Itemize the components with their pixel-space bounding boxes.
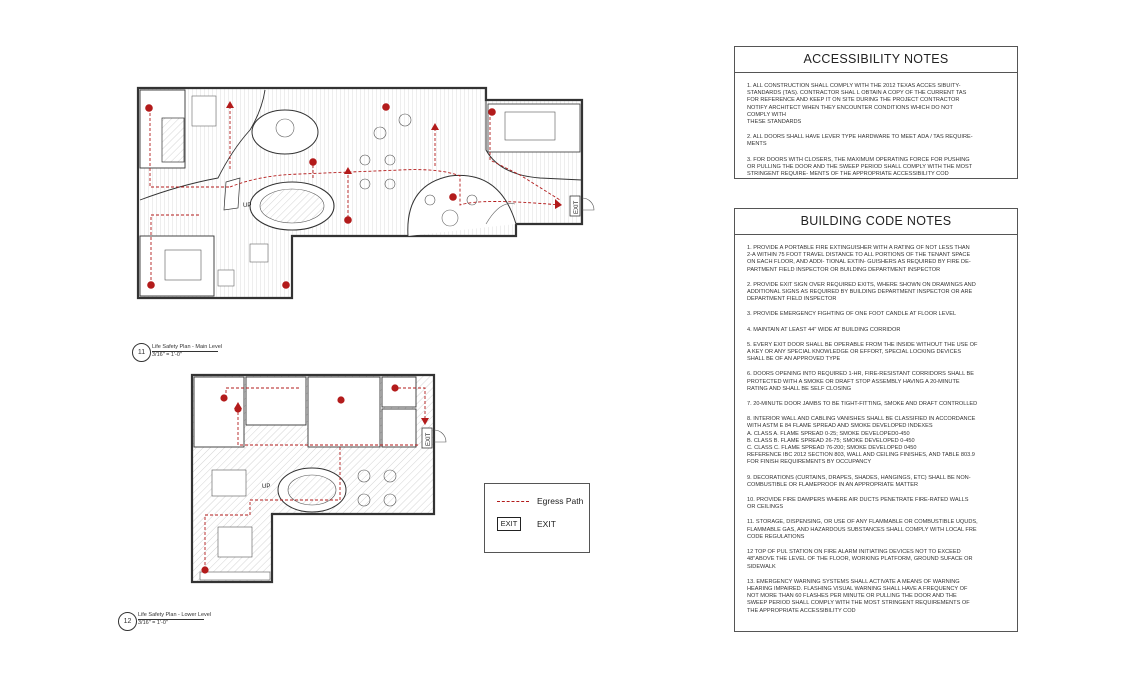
note-line: FLAMMABLE GAS, AND HAZARDOUS SUBSTANCES SHALL COMPLY WITH LOCAL FRE bbox=[747, 526, 977, 533]
lower-plan-scale: 3/16" = 1'-0" bbox=[138, 620, 168, 626]
note-line: SHALL BE OF AN APPROVED TYPE bbox=[747, 356, 841, 363]
note-line: A KEY OR ANY SPECIAL KNOWLEDGE OR EFFORT, SPECIAL LOCKING DEVICES bbox=[747, 349, 962, 356]
lower-plan-title: Life Safety Plan - Lower Level bbox=[138, 612, 212, 618]
note-line: 8. INTERIOR WALL AND CABLING VANISHES SHALL BE CLASSIFIED IN ACCORDANCE bbox=[747, 416, 976, 423]
note-line: REFERENCE IBC 2012 SECTION 803, WALL AND CEILING FINISHES, AND TABLE 803.9 bbox=[747, 452, 975, 459]
note-item bbox=[747, 83, 1007, 126]
note-line: 3. PROVIDE EMERGENCY FIGHTING OF ONE FOOT CANDLE AT FLOOR LEVEL bbox=[747, 311, 957, 318]
note-line: 12 TOP OF PUL STATION ON FIRE ALARM INITIATING DEVICES NOT TO EXCEED bbox=[747, 549, 961, 556]
note-item bbox=[747, 245, 1007, 274]
note-item bbox=[747, 519, 1007, 541]
note-line: DEPARTMENT FIELD INSPECTOR bbox=[747, 296, 837, 303]
main-up-label: UP bbox=[243, 203, 252, 209]
note-line: THESE STANDARDS bbox=[747, 119, 802, 126]
building-code-notes-panel bbox=[734, 208, 1018, 632]
note-item bbox=[747, 497, 1007, 511]
note-line: STANDARDS (TAS). CONTRACTOR SHAL L OBTAIN A COPY OF THE CURRENT TAS bbox=[747, 90, 967, 97]
note-line: CODE REGULATIONS bbox=[747, 533, 805, 540]
note-line: PROTECTED WITH A SMOKE OR DRAFT STOP ASSEMBLY HAVING A 20-MINUTE bbox=[747, 378, 960, 385]
building-code-notes-title: BUILDING CODE NOTES bbox=[735, 209, 1017, 235]
note-item bbox=[747, 157, 1007, 179]
note-line: WITH ASTM E 84 FLAME SPREAD AND SMOKE DEVELOPED INDEXES bbox=[747, 423, 933, 430]
note-item bbox=[747, 282, 1007, 304]
lower-exit-text: EXIT bbox=[426, 432, 432, 446]
note-item bbox=[747, 327, 1007, 334]
note-item bbox=[747, 416, 1007, 466]
note-item bbox=[747, 371, 1007, 393]
note-line: RATING AND SHALL BE SELF CLOSING bbox=[747, 385, 852, 392]
note-line: 1. PROVIDE A PORTABLE FIRE EXTINGUISHER WITH A RATING OF NOT LESS THAN bbox=[747, 245, 970, 251]
lower-up-label: UP bbox=[262, 484, 271, 490]
note-item bbox=[747, 311, 1007, 318]
note-line: COMPLY WITH bbox=[747, 111, 786, 118]
note-line: COMBUSTIBLE OR FLAMEPROOF IN AN APPROPRIATE MATTER bbox=[747, 481, 919, 488]
note-line: THE APPROPRIATE ACCESSIBILITY COD bbox=[747, 607, 856, 614]
note-line: 11. STORAGE, DISPENSING, OR USE OF ANY FLAMMABLE OR COMBUSTIBLE UQUDS, bbox=[747, 519, 978, 526]
note-line: NOT MORE THAN 60 FLASHES PER MINUTE OR PULLING THE DOOR AND THE bbox=[747, 593, 957, 600]
note-item bbox=[747, 401, 1007, 408]
note-line: 2. PROVIDE EXIT SIGN OVER REQUIRED EXITS, WHERE SHOWN ON DRAWINGS AND bbox=[747, 281, 976, 288]
note-line: FOR REFERENCE AND KEEP IT ON SITE DURING THE PROJECT CONTRACTOR bbox=[747, 97, 960, 104]
lower-level-plan bbox=[0, 360, 460, 590]
main-plan-scale: 3/16" = 1'-0" bbox=[152, 352, 182, 358]
exit-legend-label: EXIT bbox=[537, 519, 556, 529]
note-item bbox=[747, 549, 1007, 571]
note-line: 1. ALL CONSTRUCTION SHALL COMPLY WITH THE 2012 TEXAS ACCES SIBUITY- bbox=[747, 83, 961, 89]
egress-path-label: Egress Path bbox=[537, 496, 584, 506]
note-line: A. CLASS A. FLAME SPREAD 0-25; SMOKE DEVELOPED0-450 bbox=[747, 430, 910, 437]
note-line: ADDITIONAL SIGNS AS REQUIRED BY BUILDING DEPARTMENT INSPECTOR OR ARE bbox=[747, 289, 973, 296]
note-line: 10. PROVIDE FIRE DAMPERS WHERE AIR DUCTS PENETRATE FIRE-RATED WALLS bbox=[747, 497, 969, 504]
main-level-plan bbox=[0, 0, 620, 330]
note-item bbox=[747, 579, 1007, 615]
note-line: 4. MAINTAIN AT LEAST 44" WIDE AT BUILDING CORRIDOR bbox=[747, 326, 901, 333]
accessibility-notes-panel bbox=[734, 46, 1018, 179]
note-line: STRINGENT REQUIRE- MENTS OF THE APPROPRIATE ACCESSIBILITY COD bbox=[747, 171, 949, 178]
note-item bbox=[747, 134, 1007, 148]
note-line: 9. DECORATIONS (CURTAINS, DRAPES, SHADES, HANGINGS, ETC) SHALL BE NON- bbox=[747, 474, 971, 481]
building-code-notes-list bbox=[735, 235, 1017, 629]
note-line: HEARING IMPAIRED. FLASHING VISUAL WARNING SHALL HAVE A FREQUENCY OF bbox=[747, 585, 968, 592]
accessibility-notes-list bbox=[735, 73, 1017, 192]
note-line: FOR FINISH REQUIREMENTS BY OCCUPANCY bbox=[747, 459, 872, 466]
note-line: 2-A WITHIN 75 FOOT TRAVEL DISTANCE TO ALL PORTIONS OF THE TENANT SPACE bbox=[747, 252, 971, 259]
main-exit-text: EXIT bbox=[574, 200, 580, 214]
accessibility-notes-title: ACCESSIBILITY NOTES bbox=[735, 47, 1017, 73]
note-item bbox=[747, 475, 1007, 489]
note-line: 13. EMERGENCY WARNING SYSTEMS SHALL ACTIVATE A MEANS OF WARNING bbox=[747, 578, 960, 585]
note-line: OR CEILINGS bbox=[747, 504, 784, 511]
legend bbox=[484, 483, 590, 553]
note-line: 5. EVERY EXIT DOOR SHALL BE OPERABLE FROM THE INSIDE WITHOUT THE USE OF bbox=[747, 341, 978, 348]
note-line: SIDEWALK bbox=[747, 563, 776, 570]
lower-plan-number: 12 bbox=[118, 612, 137, 631]
note-line: OR PULLING THE DOOR AND THE SWEEP PERIOD SHALL COMPLY WITH THE MOST bbox=[747, 163, 973, 170]
note-line: B. CLASS B. FLAME SPREAD 26-75; SMOKE DEVELOPED 0-450 bbox=[747, 437, 915, 444]
note-line: PARTMENT FIELD INSPECTOR OR BUILDING DEPARTMENT INSPECTOR bbox=[747, 266, 941, 273]
note-line: MENTS bbox=[747, 141, 767, 148]
note-line: NOTIFY ARCHITECT WHEN THEY ENCOUNTER CONDITIONS WHICH DO NOT bbox=[747, 104, 953, 111]
main-plan-number: 11 bbox=[132, 343, 151, 362]
note-line: 48"ABOVE THE LEVEL OF THE FLOOR, WORKING PLATFORM, GROUND SUFACE OR bbox=[747, 556, 973, 563]
note-line: ON EACH FLOOR, AND ADDI- TIONAL EXTIN- GUISHERS AS REQUIRED BY FIRE DE- bbox=[747, 259, 971, 266]
note-line: SWEEP PERIOD SHALL COMPLY WITH THE MOST STRINGENT REQUIREMENTS OF bbox=[747, 600, 970, 607]
main-plan-title: Life Safety Plan - Main Level bbox=[152, 344, 223, 350]
note-line: 6. DOORS OPENING INTO REQUIRED 1-HR, FIRE-RESISTANT CORRIDORS SHALL BE bbox=[747, 371, 974, 378]
exit-sign-symbol: EXIT bbox=[497, 517, 521, 531]
note-line: C. CLASS C. FLAME SPREAD 76-200; SMOKE DEVELOPED 0450 bbox=[747, 445, 917, 452]
note-line: 3. FOR DOORS WITH CLOSERS, THE MAXIMUM OPERATING FORCE FOR PUSHING bbox=[747, 156, 970, 163]
note-line: 2. ALL DOORS SHALL HAVE LEVER TYPE HARDWARE TO MEET ADA / TAS REQUIRE- bbox=[747, 134, 973, 141]
note-item bbox=[747, 342, 1007, 364]
note-line: 7. 20-MINUTE DOOR JAMBS TO BE TIGHT-FITTING, SMOKE AND DRAFT CONTROLLED bbox=[747, 401, 978, 408]
egress-path-symbol bbox=[497, 501, 529, 502]
